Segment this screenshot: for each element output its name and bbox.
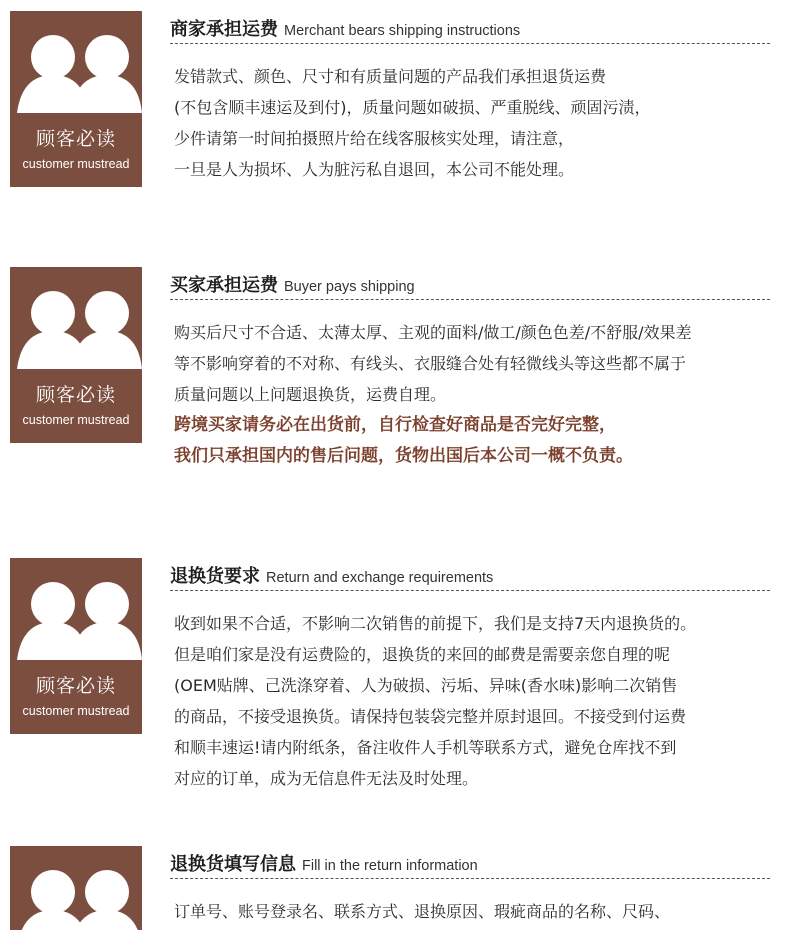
- dashed-divider: [170, 43, 770, 44]
- customers-icon: [10, 860, 142, 930]
- body-line: 收到如果不合适，不影响二次销售的前提下，我们是支持7天内退换货的。: [174, 614, 697, 633]
- body-line: 和顺丰速运!请内附纸条，备注收件人手机等联系方式，避免仓库找不到: [174, 738, 677, 757]
- section-heading: [170, 562, 493, 588]
- heading-zh: 退换货要求: [170, 566, 260, 587]
- emphasis-line: 我们只承担国内的售后问题，货物出国后本公司一概不负责。: [174, 446, 633, 466]
- body-line: (不包含顺丰速运及到付)，质量问题如破损、严重脱线、顽固污渍，: [174, 98, 651, 117]
- section-return-info: [0, 846, 790, 930]
- customer-notice-badge: [10, 267, 142, 443]
- dashed-divider: [170, 299, 770, 300]
- badge-subtitle: customer mustread: [22, 157, 130, 171]
- badge-title: 顾客必读: [35, 128, 116, 150]
- body-line: 等不影响穿着的不对称、有线头、衣服缝合处有轻微线头等这些都不属于: [174, 354, 687, 373]
- heading-zh: 商家承担运费: [170, 19, 278, 40]
- body-line: (OEM贴牌、己洗涤穿着、人为破损、污垢、异味(香水味)影响二次销售: [174, 676, 678, 695]
- body-line: 但是咱们家是没有运费险的，退换货的来回的邮费是需要亲您自理的呢: [174, 645, 671, 664]
- customer-notice-badge: [10, 11, 142, 187]
- section-heading: [170, 15, 520, 41]
- customers-icon: [10, 572, 142, 662]
- customer-notice-badge: [10, 558, 142, 734]
- heading-en: Merchant bears shipping instructions: [284, 23, 521, 39]
- section-body: [174, 317, 786, 472]
- body-line: 对应的订单，成为无信息件无法及时处理。: [174, 769, 479, 788]
- heading-zh: 退换货填写信息: [170, 854, 296, 875]
- section-body: [174, 608, 786, 794]
- body-line: 购买后尺寸不合适、太薄太厚、主观的面料/做工/颜色色差/不舒服/效果差: [174, 323, 692, 342]
- badge-subtitle: customer mustread: [22, 704, 130, 718]
- heading-zh: 买家承担运费: [170, 275, 278, 296]
- emphasis-line: 跨境买家请务必在出货前，自行检查好商品是否完好完整，: [174, 415, 616, 435]
- heading-en: Buyer pays shipping: [284, 279, 415, 295]
- section-merchant-shipping: [0, 11, 790, 201]
- body-line: 一旦是人为损坏、人为脏污私自退回，本公司不能处理。: [174, 160, 575, 179]
- heading-en: Return and exchange requirements: [266, 570, 494, 586]
- customers-icon: [10, 281, 142, 371]
- section-body: [174, 896, 786, 927]
- section-body: [174, 61, 786, 185]
- dashed-divider: [170, 878, 770, 879]
- section-return-requirements: [0, 558, 790, 808]
- body-line: 质量问题以上问题退换货，运费自理。: [174, 385, 447, 404]
- section-heading: [170, 271, 415, 297]
- section-heading: [170, 850, 478, 876]
- section-buyer-shipping: [0, 267, 790, 487]
- heading-en: Fill in the return information: [302, 858, 478, 874]
- body-line: 的商品，不接受退换货。请保持包装袋完整并原封退回。不接受到付运费: [174, 707, 687, 726]
- badge-title: 顾客必读: [35, 675, 116, 697]
- body-line: 少件请第一时间拍摄照片给在线客服核实处理，请注意，: [174, 129, 575, 148]
- body-line: 发错款式、颜色、尺寸和有质量问题的产品我们承担退货运费: [174, 67, 607, 86]
- body-line: 订单号、账号登录名、联系方式、退换原因、瑕疵商品的名称、尺码、: [174, 902, 671, 921]
- badge-title: 顾客必读: [35, 384, 116, 406]
- badge-subtitle: customer mustread: [22, 413, 130, 427]
- customers-icon: [10, 25, 142, 115]
- dashed-divider: [170, 590, 770, 591]
- customer-notice-badge: [10, 846, 142, 930]
